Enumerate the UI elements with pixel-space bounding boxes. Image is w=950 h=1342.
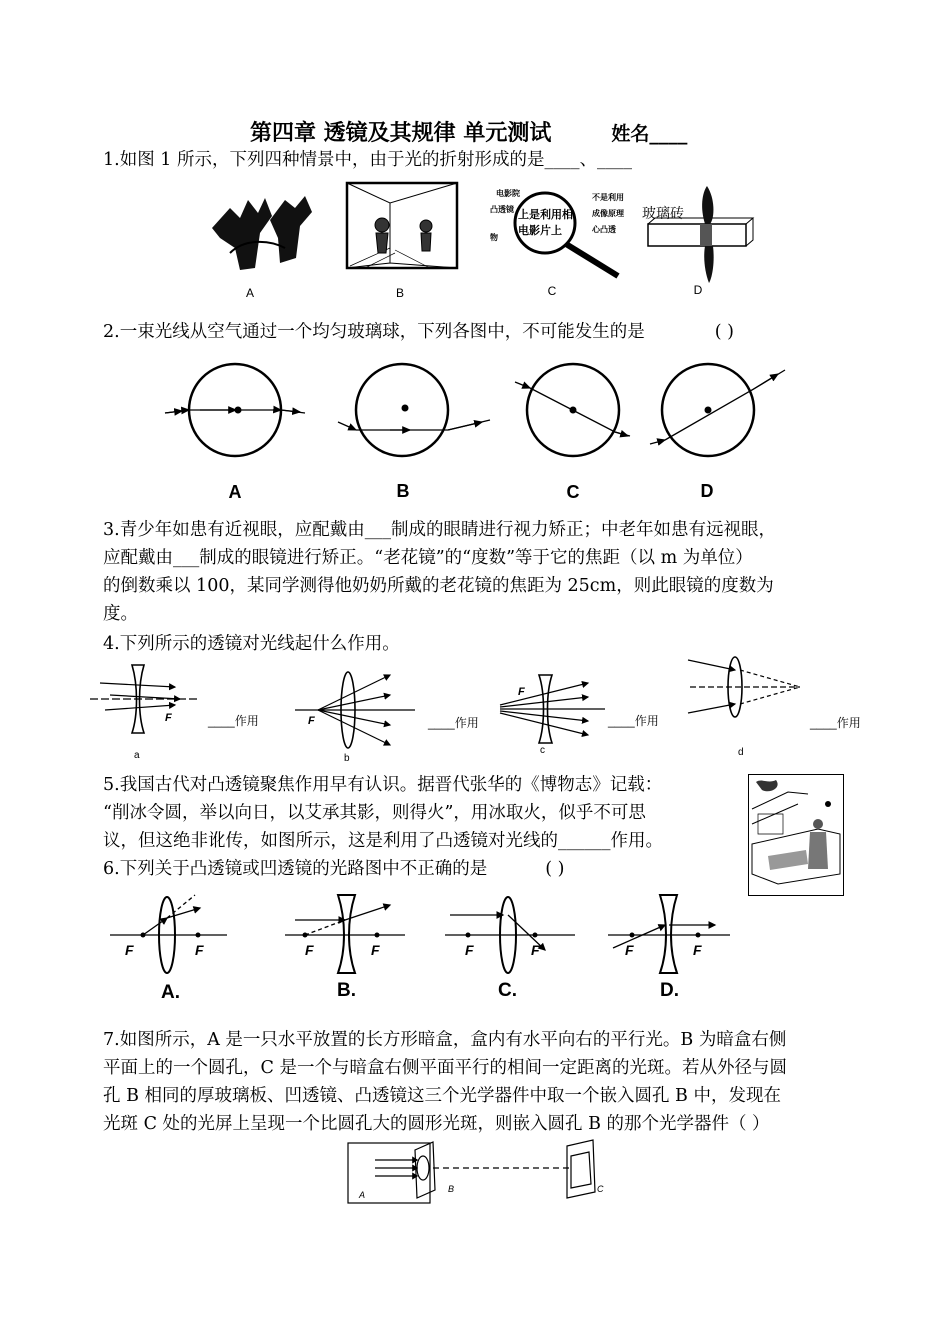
q4-focus-a: F — [165, 712, 172, 724]
q6-answer-paren: ( ) — [545, 859, 565, 879]
q4-label-b: b — [344, 753, 350, 764]
q4-blank-b: ____作用 — [428, 716, 479, 730]
q6-focus-b2: F — [371, 942, 380, 958]
q6-label-b: B. — [337, 980, 356, 1001]
page-title — [250, 116, 687, 147]
q6-label-a: A. — [161, 982, 180, 1003]
q5-ancient-picture — [748, 774, 844, 896]
q1-mag-text-4: 成像原理 — [592, 209, 624, 218]
q7-line-2: 平面上的一个圆孔，C 是一个与暗盒右侧平面平行的相间一定距离的光斑。若从外径与圆 — [103, 1058, 787, 1078]
q2-label-a: A — [228, 482, 242, 502]
q1-hand-shadow-image — [212, 196, 312, 270]
q2-label-c: C — [566, 482, 580, 502]
title-text: 第四章 透镜及其规律 单元测试 — [250, 120, 552, 146]
q6-focus-a2: F — [195, 942, 204, 958]
q2-label-d: D — [700, 481, 714, 501]
q1-label-c: C — [547, 284, 557, 298]
q7-label-c: C — [597, 1184, 604, 1194]
q7-line-3: 孔 B 相同的厚玻璃板、凹透镜、凸透镜这三个光学器件中取一个嵌入圆孔 B 中，发现在 — [103, 1086, 781, 1106]
q4-blank-a: ____作用 — [208, 714, 259, 728]
q6-label-d: D. — [660, 980, 679, 1001]
q1-label-a: A — [245, 286, 255, 300]
q1-label-b: B — [395, 286, 405, 300]
q4-focus-c: F — [518, 686, 525, 698]
q2-question: 2.一束光线从空气通过一个均匀玻璃球，下列各图中，不可能发生的是 — [103, 322, 645, 342]
q1-glass-brick-label: 玻璃砖 — [642, 205, 684, 221]
q1-mag-text-1: 电影院 — [496, 189, 520, 198]
q6-focus-d1: F — [625, 942, 634, 958]
q1-magnifier-image — [490, 188, 625, 276]
q6-focus-b1: F — [305, 942, 314, 958]
q7-label-b: B — [448, 1184, 455, 1194]
q1-glass-brick-image — [642, 186, 753, 283]
q2-sphere-b — [356, 364, 448, 456]
q2-label-b: B — [396, 481, 410, 501]
q7-line-1: 7.如图所示，A 是一只水平放置的长方形暗盒，盒内有水平向右的平行光。B 为暗盒右侧 — [103, 1030, 787, 1050]
q4-text: 4.下列所示的透镜对光线起什么作用。 — [103, 634, 400, 654]
q4-blank-c: ____作用 — [608, 714, 659, 728]
q6-focus-c2: F — [531, 942, 540, 958]
q4-label-c: c — [540, 745, 545, 756]
q4-focus-b: F — [308, 715, 315, 727]
q3-line-1: 3.青少年如患有近视眼，应配戴由___制成的眼睛进行视力矫正；中老年如患有远视眼， — [103, 520, 776, 540]
q4-figures — [90, 655, 870, 770]
q1-mag-text-2: 不是利用 — [592, 193, 624, 202]
q6-text — [103, 855, 564, 883]
q3-line-2: 应配戴由___制成的眼镜进行矫正。“老花镜”的“度数”等于它的焦距（以 m 为单位） — [103, 548, 753, 568]
q7-line-4: 光斑 C 处的光屏上呈现一个比圆孔大的圆形光斑，则嵌入圆孔 B 的那个光学器件（ ） — [103, 1114, 770, 1134]
q4-label-a: a — [134, 750, 140, 761]
q3-line-4: 度。 — [103, 604, 138, 624]
q7-label-a: A — [359, 1190, 366, 1200]
q2-answer-paren: ( ) — [714, 322, 734, 342]
q4-blank-d: ____作用 — [810, 716, 861, 730]
q1-mirror-image — [347, 183, 457, 268]
q7-text — [103, 1026, 787, 1138]
q5-text — [103, 771, 663, 855]
q6-focus-d2: F — [693, 942, 702, 958]
q5-line-3: 议，但这绝非讹传，如图所示，这是利用了凸透镜对光线的______作用。 — [103, 831, 663, 851]
q3-text — [103, 516, 776, 628]
q2-figures — [160, 360, 800, 505]
q5-line-1: 5.我国古代对凸透镜聚焦作用早有认识。据晋代张华的《博物志》记载： — [103, 775, 663, 795]
name-field: 姓名____ — [611, 123, 688, 145]
q7-figure — [345, 1140, 610, 1210]
q3-line-3: 的倒数乘以 100，某同学测得他奶奶所戴的老花镜的焦距为 25cm，则此眼镜的度数为 — [103, 576, 774, 596]
q6-question: 6.下列关于凸透镜或凹透镜的光路图中不正确的是 — [103, 859, 488, 879]
q1-label-d: D — [693, 283, 703, 297]
q1-mag-text-3: 凸透镜 — [490, 205, 514, 214]
q6-figures — [105, 890, 745, 1005]
q1-mag-text-8: 电影片上 — [518, 225, 562, 237]
q4-label-d: d — [738, 747, 744, 758]
q6-focus-a1: F — [125, 942, 134, 958]
q5-line-2: “削冰令圆，举以向日，以艾承其影，则得火”，用冰取火，似乎不可思 — [103, 803, 646, 823]
q1-figures — [200, 178, 760, 303]
q6-label-c: C. — [498, 980, 517, 1001]
q2-text — [103, 318, 734, 346]
q6-focus-c1: F — [465, 942, 474, 958]
q1-mag-text-6: 心凸透 — [592, 225, 616, 234]
q1-mag-text-5: 上是利用相 — [518, 209, 573, 221]
q1-mag-text-7: 物 — [490, 233, 498, 242]
q1-text: 1.如图 1 所示，下列四种情景中，由于光的折射形成的是____、____ — [103, 150, 632, 170]
